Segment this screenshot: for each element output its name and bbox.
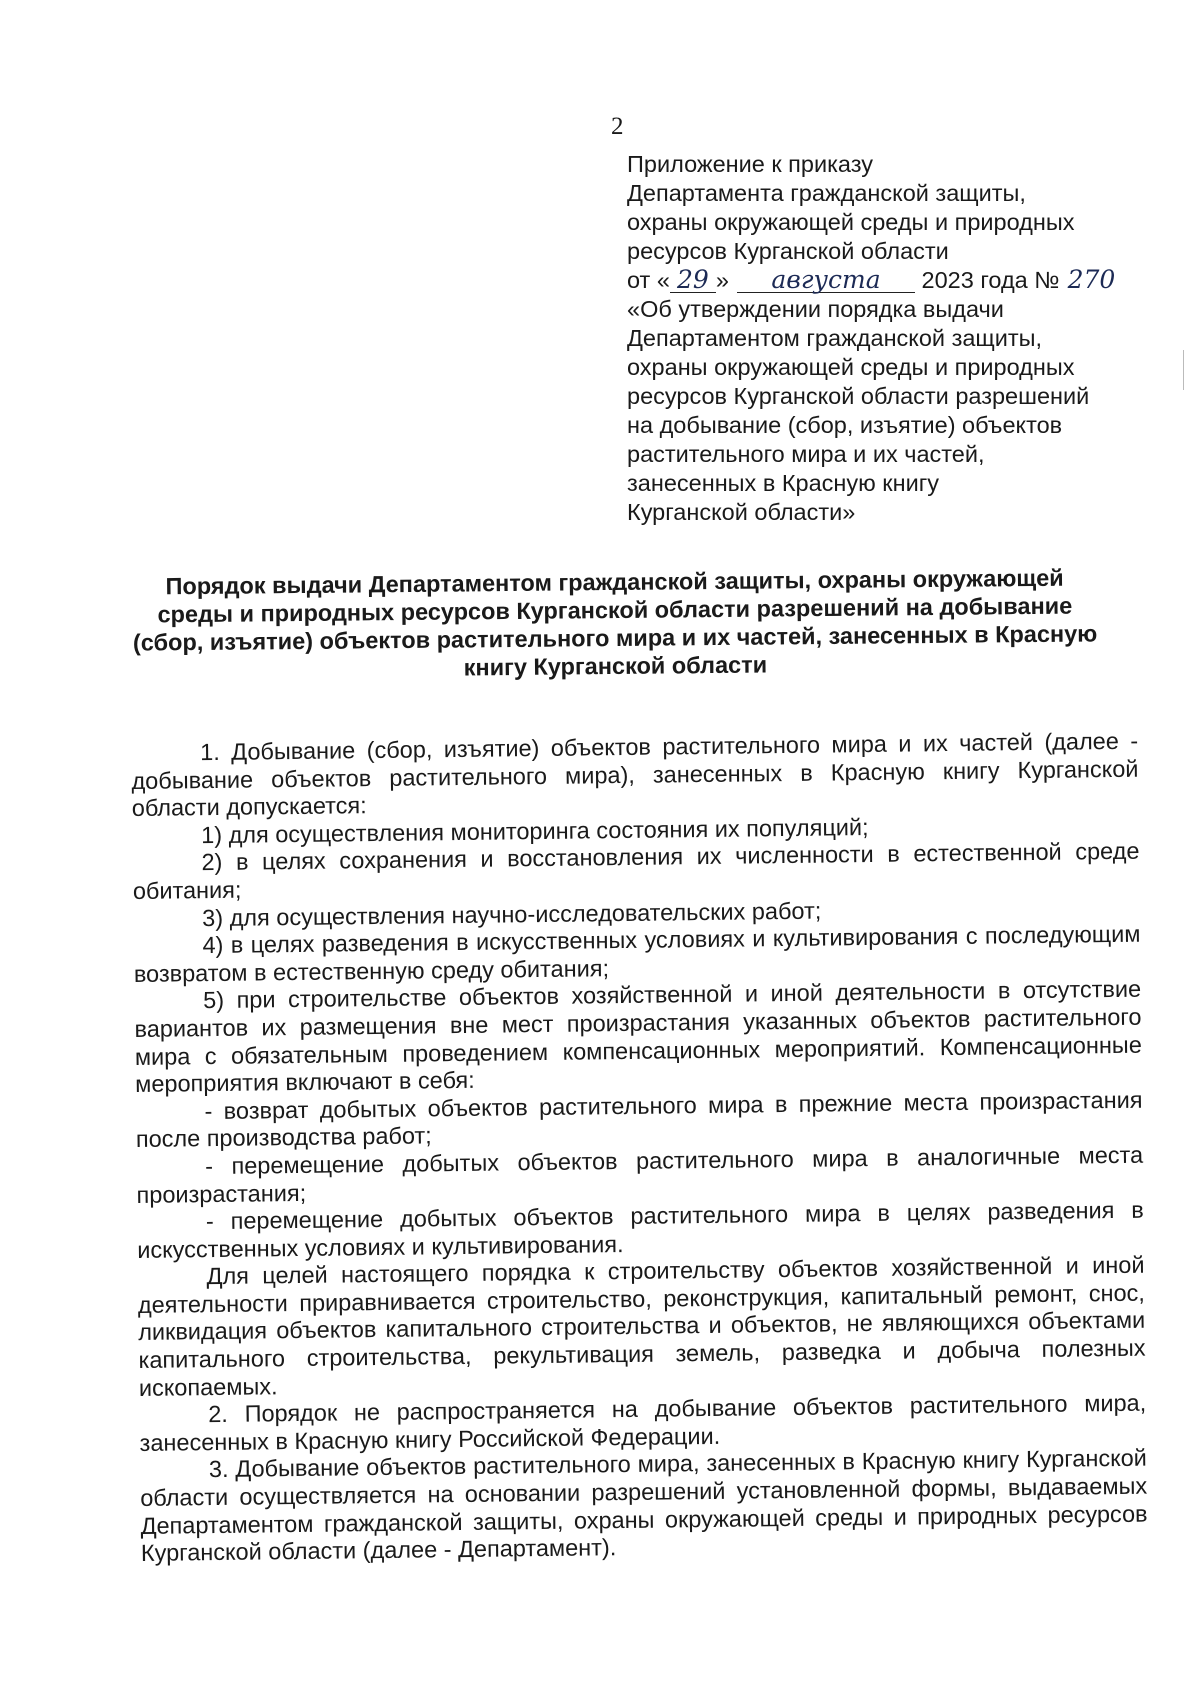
title-line: Порядок выдачи Департаментом гражданской защиты, охраны окружающей — [165, 564, 1064, 600]
paragraph: 3. Добывание объектов растительного мира, занесенных в Красную книгу Курганской области осуществляется на основании разрешений установленной формы, выдаваемых Департаментом гражданской защиты, охраны окружающей среды и природных ресурсов Курганской области (далее - Департамент). — [140, 1445, 1148, 1567]
scan-margin-mark — [1183, 350, 1184, 390]
sub-list-item: - перемещение добытых объектов растительного мира в целях разведения в искусственных условиях и культивирования. — [137, 1196, 1144, 1263]
document-body — [131, 728, 1148, 1568]
approval-block — [627, 150, 1147, 527]
approval-title-line: Курганской области» — [627, 499, 856, 525]
approval-line: Приложение к приказу — [627, 151, 873, 177]
list-item: 2) в целях сохранения и восстановления их численности в естественной среде обитания; — [132, 838, 1140, 904]
paragraph: 2. Порядок не распространяется на добывание объектов растительного мира, занесенных в Красную книгу Российской Федерации. — [139, 1389, 1147, 1456]
date-mid: » — [715, 267, 729, 293]
approval-title-line: «Об утверждении порядка выдачи — [627, 296, 1004, 322]
date-year: 2023 года № — [915, 267, 1060, 293]
approval-title-line: охраны окружающей среды и природных — [627, 354, 1075, 380]
list-item: 4) в целях разведения в искусственных условиях и культивирования с последующим возвратом в естественную среду обитания; — [133, 920, 1141, 987]
approval-title-line: на добывание (сбор, изъятие) объектов — [627, 412, 1063, 438]
approval-line: Департамента гражданской защиты, — [627, 180, 1026, 206]
list-item: 1) для осуществления мониторинга состояния их популяций; — [201, 813, 869, 848]
paragraph: 1. Добывание (сбор, изъятие) объектов растительного мира и их частей (далее - добывание объектов растительного мира), занесенных в Красную книгу Курганской области допускается: — [131, 727, 1139, 822]
document-title — [119, 563, 1110, 684]
approval-line: ресурсов Курганской области — [627, 238, 949, 264]
handwritten-month: августа — [737, 268, 915, 293]
sub-list-item: - перемещение добытых объектов растительного мира в аналогичные места произрастания; — [136, 1141, 1144, 1208]
page-number: 2 — [611, 113, 624, 140]
list-item: 3) для осуществления научно-исследовательских работ; — [202, 897, 822, 931]
title-line: среды и природных ресурсов Курганской области разрешений на добывание — [157, 592, 1073, 628]
date-prefix: от « — [627, 267, 670, 293]
title-line: книгу Курганской области — [463, 651, 768, 681]
list-item: 5) при строительстве объектов хозяйственной и иной деятельности в отсутствие вариантов их размещения вне мест произрастания указанных объектов растительного мира с обязательным проведением компенсационных мероприятий. Компенсационные мероприятия включают в себя: — [134, 976, 1142, 1098]
handwritten-day: 29 — [670, 268, 716, 293]
paragraph: Для целей настоящего порядка к строительству объектов хозяйственной и иной деятельности приравнивается строительство, реконструкция, капитальный ремонт, снос, ликвидация объектов капитального строительства и объектов, не являющихся объектами капитального строительства, рекультивация земель, разведка и добыча полезных ископаемых. — [137, 1251, 1146, 1401]
approval-date-line — [627, 266, 1147, 295]
approval-title-line: ресурсов Курганской области разрешений — [627, 383, 1090, 409]
title-line: (сбор, изъятие) объектов растительного мира и их частей, занесенных в Красную — [132, 620, 1098, 656]
approval-title-line: занесенных в Красную книгу — [627, 470, 940, 496]
approval-title-line: Департаментом гражданской защиты, — [627, 325, 1043, 351]
sub-list-item: - возврат добытых объектов растительного мира в прежние места произрастания после производства работ; — [135, 1086, 1143, 1153]
handwritten-order-number: 270 — [1067, 265, 1116, 294]
approval-title-line: растительного мира и их частей, — [627, 441, 985, 467]
approval-line: охраны окружающей среды и природных — [627, 209, 1075, 235]
